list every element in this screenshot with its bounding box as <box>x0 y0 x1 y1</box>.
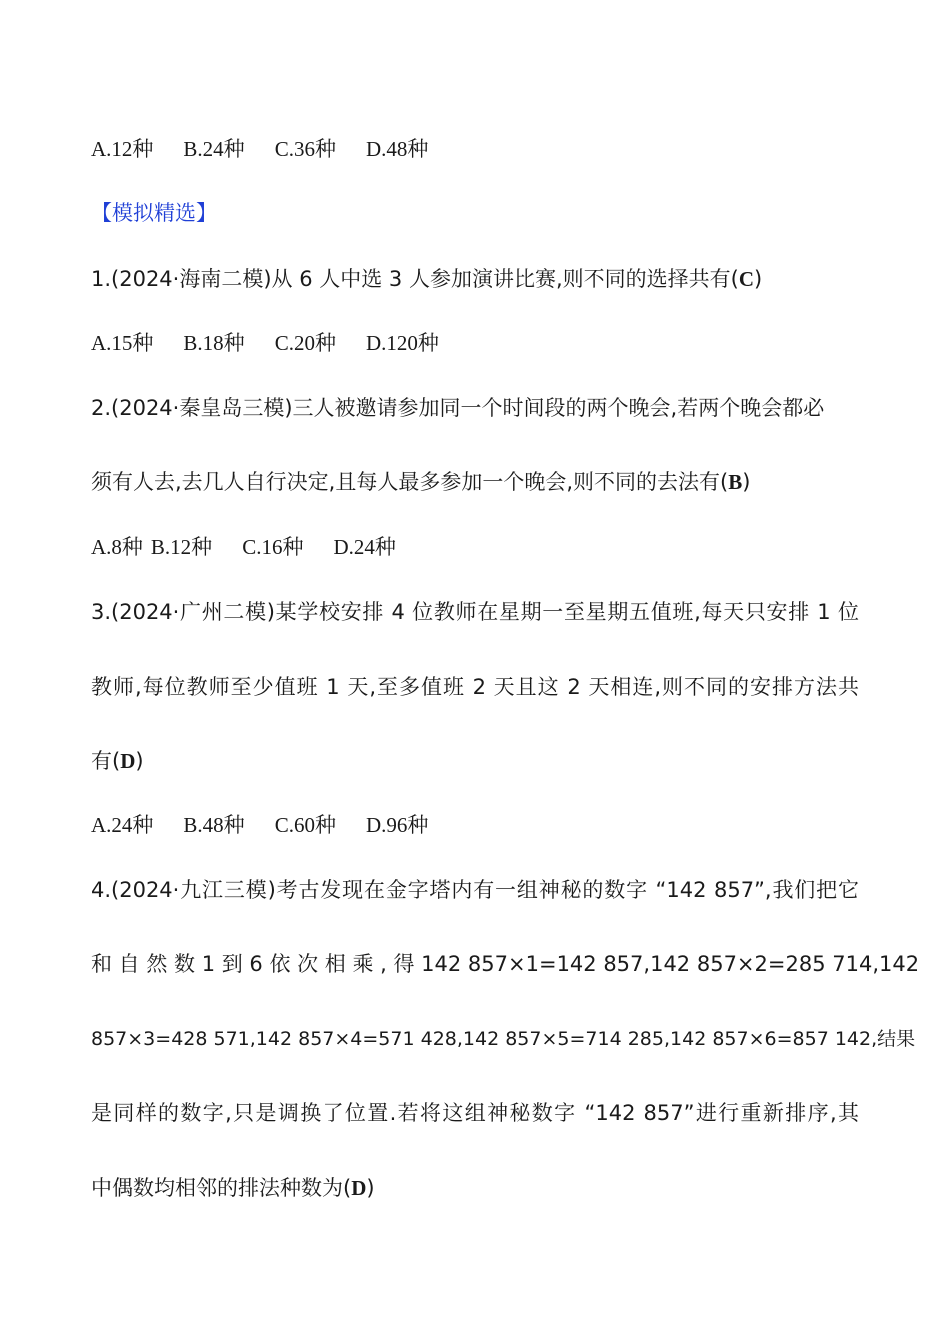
question-4-line-1: 4.(2024·九江三模)考古发现在金字塔内有一组神秘的数字 “142 857”,我们把它 <box>91 878 859 902</box>
question-2-close: ) <box>742 470 751 494</box>
option-c: C.16种 <box>242 535 304 559</box>
question-3-options <box>91 810 428 840</box>
question-1-text: 1.(2024·海南二模)从 6 人中选 3 人参加演讲比赛,则不同的选择共有( <box>91 267 739 291</box>
option-b: B.12种 <box>150 535 213 559</box>
option-d: D.48种 <box>365 137 429 161</box>
option-b: B.48种 <box>183 813 245 837</box>
question-4-text: 中偶数均相邻的排法种数为( <box>91 1176 352 1200</box>
question-3-close: ) <box>135 749 144 773</box>
option-c: C.60种 <box>274 813 336 837</box>
question-4-line-5 <box>91 1173 375 1203</box>
question-2-text: 须有人去,去几人自行决定,且每人最多参加一个晚会,则不同的去法有( <box>91 470 729 494</box>
option-a: A.8种 <box>91 535 143 559</box>
question-4-close: ) <box>366 1176 375 1200</box>
section-heading: 【模拟精选】 <box>91 201 217 225</box>
question-3-line-1: 3.(2024·广州二模)某学校安排 4 位教师在星期一至星期五值班,每天只安排 1 位 <box>91 600 859 624</box>
option-a: A.24种 <box>91 813 154 837</box>
previous-question-options <box>91 134 428 164</box>
option-d: D.96种 <box>365 813 429 837</box>
question-1-stem <box>91 264 762 294</box>
question-2-line-2 <box>91 467 750 497</box>
question-4-line-3: 857×3=428 571,142 857×4=571 428,142 857×5=714 285,142 857×6=857 142,结果 <box>91 1028 916 1050</box>
question-3-text: 有( <box>91 749 121 773</box>
option-a: A.15种 <box>91 331 154 355</box>
question-2-options <box>91 532 396 562</box>
option-c: C.36种 <box>274 137 336 161</box>
question-4-line-2: 和 自 然 数 1 到 6 依 次 相 乘 , 得 142 857×1=142 857,142 857×2=285 714,142 <box>91 952 920 976</box>
question-3-answer: D <box>120 749 136 773</box>
question-4-line-4: 是同样的数字,只是调换了位置.若将这组神秘数字 “142 857”进行重新排序,其 <box>91 1101 859 1125</box>
option-d: D.120种 <box>365 331 439 355</box>
question-2-line-1: 2.(2024·秦皇岛三模)三人被邀请参加同一个时间段的两个晚会,若两个晚会都必 <box>91 396 825 420</box>
question-3-line-3 <box>91 746 144 776</box>
question-2-answer: B <box>728 470 743 494</box>
question-3-line-2: 教师,每位教师至少值班 1 天,至多值班 2 天且这 2 天相连,则不同的安排方法共 <box>91 675 859 699</box>
option-a: A.12种 <box>91 137 154 161</box>
option-d: D.24种 <box>333 535 396 559</box>
option-c: C.20种 <box>274 331 336 355</box>
option-b: B.24种 <box>183 137 245 161</box>
question-1-close: ) <box>754 267 763 291</box>
option-b: B.18种 <box>183 331 245 355</box>
question-1-options <box>91 328 439 358</box>
question-4-answer: D <box>351 1176 367 1200</box>
question-1-answer: C <box>738 267 755 291</box>
